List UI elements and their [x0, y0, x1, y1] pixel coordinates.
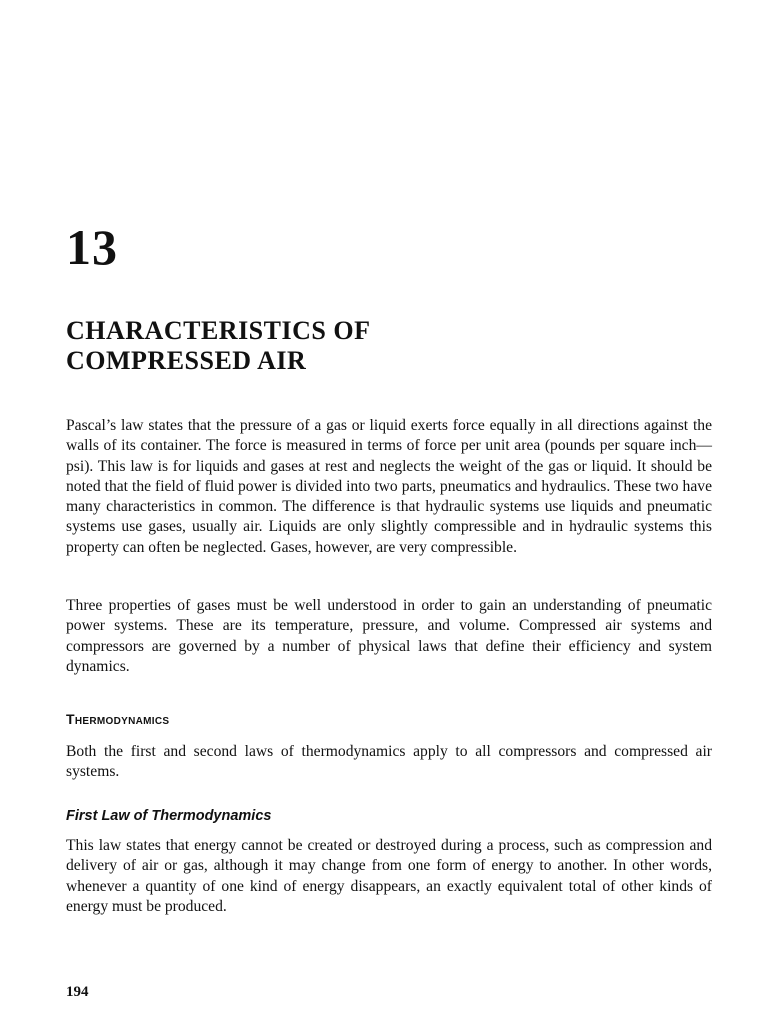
chapter-number: 13 [66, 219, 118, 275]
first-law-paragraph: This law states that energy cannot be created or destroyed during a process, such as compression and delivery of air or gas, although it may change from one form of energy to another. In other words, whenever a quantity of one kind of energy disappears, an exactly equivalent total of other kinds of energy must be produced. [66, 837, 712, 915]
page-number: 194 [66, 984, 89, 1000]
subsection-heading-first-law: First Law of Thermodynamics [66, 808, 272, 824]
intro-paragraph-gas-properties: Three properties of gases must be well understood in order to gain an understanding of pneumatic power systems. These are its temperature, pressure, and volume. Compressed air systems and compressors are governed by a number of physical laws that define their efficiency and system dynamics. [66, 597, 712, 675]
thermodynamics-paragraph: Both the first and second laws of thermodynamics apply to all compressors and compressed air systems. [66, 743, 712, 781]
intro-paragraph-pascal: Pascal’s law states that the pressure of a gas or liquid exerts force equally in all directions against the walls of its container. The force is measured in terms of force per unit area (pounds per square inch—psi). This law is for liquids and gases at rest and neglects the weight of the gas or liquid. It should be noted that the field of fluid power is divided into two parts, pneumatics and hydraulics. These two have many characteristics in common. The difference is that hydraulic systems use liquids and pneumatic systems use gases, usually air. Liquids are only slightly compressible and in hydraulic systems this property can often be neglected. Gases, however, are very compressible. [66, 417, 712, 556]
chapter-title-line-2: COMPRESSED AIR [66, 346, 307, 375]
chapter-title [66, 316, 686, 376]
section-heading-thermodynamics: Thermodynamics [66, 711, 170, 727]
chapter-title-line-1: CHARACTERISTICS OF [66, 316, 371, 345]
